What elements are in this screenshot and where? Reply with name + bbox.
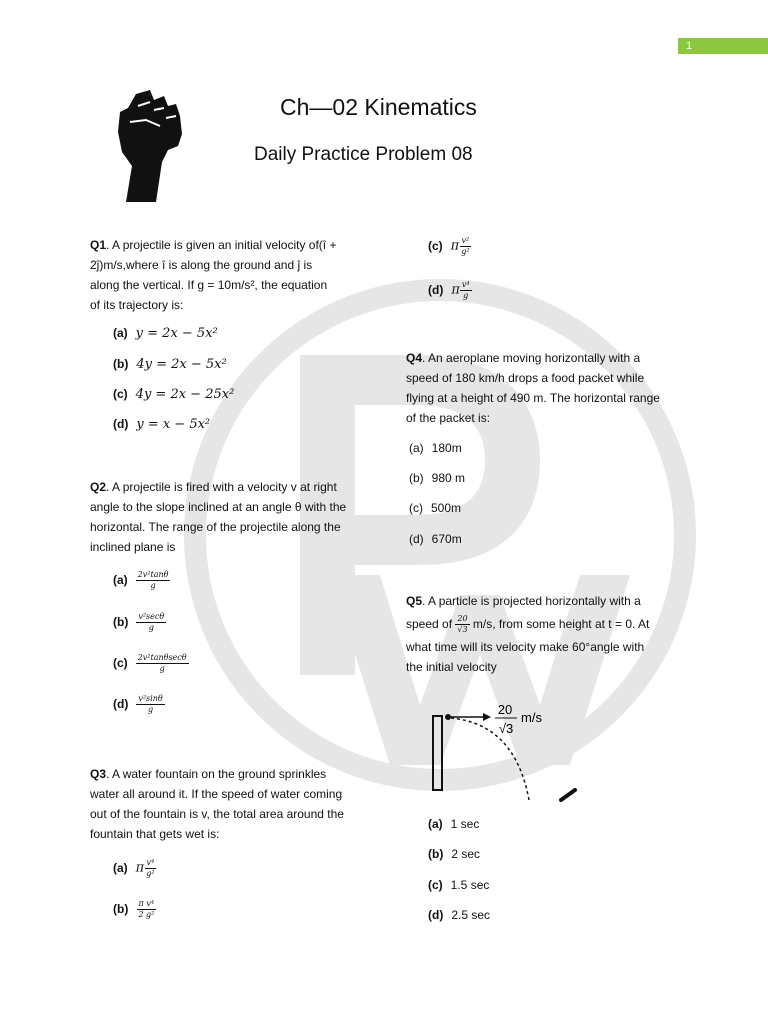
q2-option-b: (b) $\frac{\text{v²secθ}}{g}$ [113,612,165,632]
q1-option-a: (a) y = 2x − 5x² [113,326,218,341]
figure-speed-unit: m/s [521,710,542,725]
q3-option-d: (d) π $\frac{\text{v⁴}}{g}$ [428,280,470,300]
q2-line-3: horizontal. The range of the projectile along the [90,520,341,534]
q1-line-1: . A projectile is given an initial velocity of(î + [106,238,337,252]
q5-option-d: (d) 2.5 sec [428,908,491,922]
page-number-badge: 1 [678,38,768,54]
q5-line-4: the initial velocity [406,660,497,674]
q4-line-4: of the packet is: [406,411,491,425]
figure-speed-numerator: 20 [497,704,513,717]
q1-line-2: 2ĵ)m/s,where î is along the ground and ĵ is [90,258,313,272]
q5-speed-fraction: $\frac{20}{√3}$ [457,614,468,635]
q5-line-1: . A particle is projected horizontally with a [422,594,641,608]
q2-option-d: (d) $\frac{\text{v²sinθ}}{g}$ [113,694,163,714]
figure-speed-denominator: √3 [498,721,514,736]
q5-option-a: (a) 1 sec [428,817,480,831]
q1-option-b: (b) 4y = 2x − 5x² [113,357,227,372]
tower [433,716,442,790]
q4-label: Q4 [406,351,423,365]
q5-label: Q5 [406,594,423,608]
q2-line-1: . A projectile is fired with a velocity v at right [106,480,337,494]
fist-icon [116,86,188,202]
q1-option-c: (c) 4y = 2x − 25x² [113,387,235,402]
q3-line-4: fountain that gets wet is: [90,827,220,841]
q1-label: Q1 [90,238,107,252]
page-subtitle: Daily Practice Problem 08 [254,144,473,165]
q1-line-3: along the vertical. If g = 10m/s², the equation [90,278,328,292]
q5-line-2-pre: speed of [406,617,453,631]
arrow-head-icon [483,713,491,721]
question-3 [90,764,362,844]
q2-option-a: (a) $\frac{\text{2v²tanθ}}{g}$ [113,570,169,590]
q3-option-a: (a) π $\frac{\text{v⁴}}{\text{g²}}$ [113,858,155,878]
q3-option-c: (c) π $\frac{\text{v²}}{\text{g²}}$ [428,236,470,256]
question-1 [90,235,362,315]
q1-line-4: of its trajectory is: [90,298,184,312]
q5-line-3: what time will its velocity make 60°angle with [406,640,645,654]
q5-option-c: (c) 1.5 sec [428,878,490,892]
q2-option-c: (c) $\frac{\text{2v²tanθsecθ}}{g}$ [113,653,187,673]
q2-line-2: angle to the slope inclined at an angle θ with the [90,500,347,514]
q3-line-1: . A water fountain on the ground sprinkles [106,767,327,781]
q1-option-d: (d) y = x − 5x² [113,417,211,432]
q3-label: Q3 [90,767,107,781]
q5-line-2-post: m/s, from some height at t = 0. At [472,617,650,631]
q4-line-1: . An aeroplane moving horizontally with a [422,351,641,365]
q4-line-2: speed of 180 km/h drops a food packet while [406,371,645,385]
q2-label: Q2 [90,480,107,494]
q2-line-4: inclined plane is [90,540,176,554]
page-title: Ch—02 Kinematics [280,94,477,120]
q4-option-b: (b) 980 m [409,471,466,485]
q3-line-2: water all around it. If the speed of water coming [90,787,343,801]
question-2 [90,477,362,557]
trajectory-path [451,718,529,800]
velocity-direction-mark [561,790,575,800]
q5-option-b: (b) 2 sec [428,847,481,861]
q3-option-b: (b) $\frac{\text{π v⁴}}{\text{2 g²}}$ [113,899,155,919]
q4-option-d: (d) 670m [409,532,462,546]
q3-line-3: out of the fountain is v, the total area around the [90,807,344,821]
question-4 [406,348,678,428]
projectile-diagram [425,704,585,804]
question-5 [406,591,678,677]
q4-option-a: (a) 180m [409,441,462,455]
q4-line-3: flying at a height of 490 m. The horizontal range [406,391,660,405]
q4-option-c: (c) 500m [409,501,462,515]
